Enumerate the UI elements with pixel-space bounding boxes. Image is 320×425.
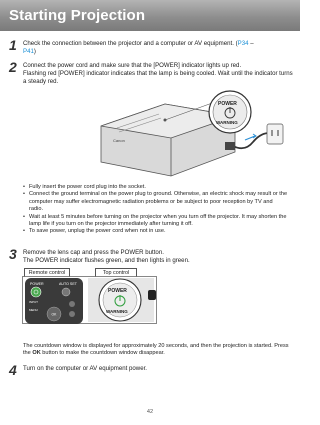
- step-4-line-1: Turn on the computer or AV equipment power.: [23, 365, 147, 372]
- step-number: 1: [9, 37, 17, 53]
- step-number: 2: [9, 59, 17, 75]
- link-p34[interactable]: P34: [237, 40, 249, 47]
- top-control-label: Top control: [95, 268, 137, 277]
- step-2-text: [23, 62, 293, 86]
- step-1-dash: –: [248, 40, 254, 47]
- callout-power-label: POWER: [218, 101, 237, 107]
- remote-auto-set-label: AUTO SET: [59, 282, 77, 286]
- step-3-text: [23, 249, 293, 265]
- step-2-line-1: Connect the power cord and make sure that the [POWER] indicator lights up red.: [23, 62, 242, 69]
- countdown-text-after: button to make the countdown window disappear.: [40, 350, 165, 357]
- remote-ok-label: OK: [51, 312, 57, 317]
- page-number: 42: [146, 409, 154, 415]
- remote-menu-label: MENU: [29, 308, 38, 312]
- step-1-text: [23, 40, 293, 56]
- step-4-text: [23, 365, 293, 373]
- countdown-ok-label: OK: [32, 350, 41, 357]
- step-1-text-after: ): [33, 48, 36, 55]
- countdown-paragraph: [23, 343, 291, 358]
- callout-warning-label: WARNING: [216, 120, 238, 125]
- top-warning-label: WARNING: [106, 309, 128, 314]
- bullet-item: • To save power, unplug the power cord when not in use.: [23, 228, 288, 235]
- bullet-list: [23, 184, 288, 236]
- page-title: Starting Projection: [9, 7, 146, 24]
- step-3-line-2: The POWER indicator flushes green, and then lights in green.: [23, 257, 190, 264]
- top-power-label: POWER: [108, 288, 127, 294]
- projector-brand-label: Canon: [113, 138, 125, 143]
- step-3-line-1: Remove the lens cap and press the POWER button.: [23, 249, 164, 256]
- remote-power-label: POWER: [30, 282, 44, 286]
- projector-power-illustration: [95, 90, 290, 182]
- bullet-item: • Fully insert the power cord plug into the socket.: [23, 184, 288, 191]
- bullet-item: • Wait at least 5 minutes before turning on the projector when you turn off the projector. It may shorten the lamp life if you turn on the projector immediately after turning it off.: [23, 214, 288, 229]
- remote-control-label: Remote control: [24, 268, 70, 277]
- section-header: [0, 0, 300, 31]
- step-1-text-before: Check the connection between the projector and a computer or AV equipment. (: [23, 40, 238, 47]
- link-p41[interactable]: P41: [23, 48, 34, 55]
- step-number: 4: [9, 362, 17, 378]
- bullet-item: • Connect the ground terminal on the power plug to ground. Otherwise, an electric shock may result or the computer may suffer electromagnetic radiation problems or be subject to poor reception by TV and radio.: [23, 191, 288, 213]
- step-number: 3: [9, 246, 17, 262]
- countdown-text-before: The countdown window is displayed for approximately 20 seconds, and then the projection is started. Press the: [23, 343, 289, 357]
- remote-input-label: INPUT: [29, 300, 38, 304]
- step-2-line-2: Flashing red [POWER] indicator indicates that the lamp is being cooled. Wait until the indicator turns a steady red.: [23, 70, 293, 85]
- controls-illustration: [22, 276, 157, 324]
